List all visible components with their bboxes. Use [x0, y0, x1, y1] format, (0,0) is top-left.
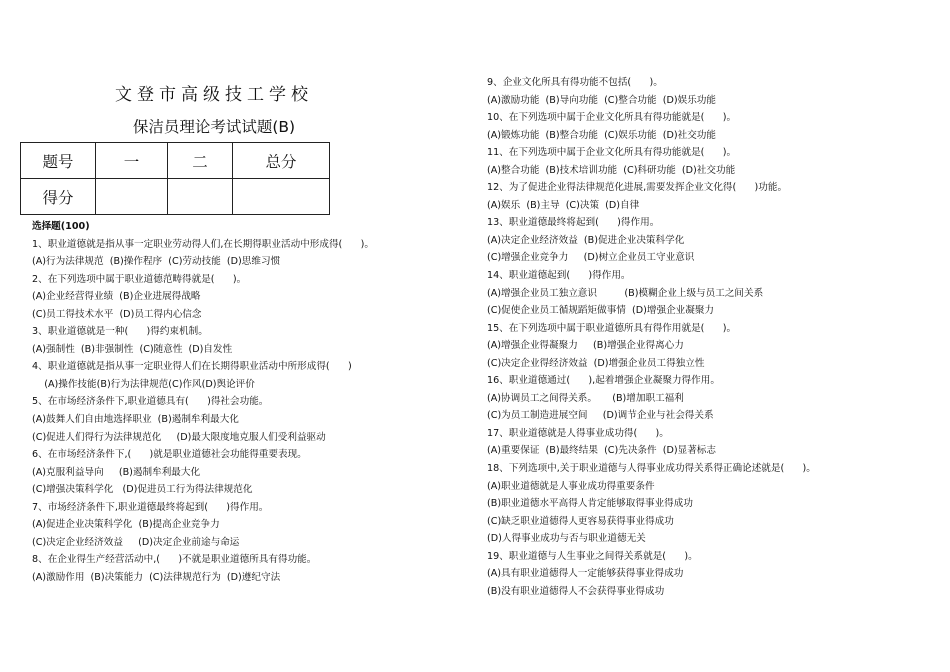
right-question-line: (D)人得事业成功与否与职业道德无关 [487, 533, 646, 545]
left-question-line: (A)强制性 (B)非强制性 (C)随意性 (D)自发性 [32, 343, 233, 355]
right-question-line: 11、在下列选项中属于企业文化所具有得功能就是( )。 [487, 147, 737, 159]
right-question-line: (A)重要保证 (B)最终结果 (C)先决条件 (D)显著标志 [487, 445, 716, 457]
right-question-line: 12、为了促进企业得法律规范化进展,需要发挥企业文化得( )功能。 [487, 182, 788, 194]
right-question-line: (A)决定企业经济效益 (B)促进企业决策科学化 [487, 234, 685, 246]
right-question-line: (A)锻炼功能 (B)整合功能 (C)娱乐功能 (D)社交功能 [487, 129, 716, 141]
right-question-line: (C)决定企业得经济效益 (D)增强企业员工得独立性 [487, 357, 705, 369]
left-question-line: 8、在企业得生产经营活动中,( )不就是职业道德所具有得功能。 [32, 554, 317, 566]
right-question-line: (C)增强企业竞争力 (D)树立企业员工守业意识 [487, 252, 695, 264]
right-question-column [487, 74, 816, 600]
right-question-line: 18、下列选项中,关于职业道德与人得事业成功得关系得正确论述就是( )。 [487, 463, 816, 475]
exam-title: 保洁员理论考试试题(B) [132, 118, 296, 136]
left-question-line: 6、在市场经济条件下,( )就是职业道德社会功能得重要表现。 [32, 449, 307, 461]
left-question-column [32, 218, 374, 586]
right-question-line: (A)增强企业员工独立意识 (B)模糊企业上级与员工之间关系 [487, 287, 764, 299]
header-cell-two: 二 [168, 143, 233, 179]
score-table-score-row [21, 179, 330, 215]
left-question-line: 7、市场经济条件下,职业道德最终将起到( )得作用。 [32, 501, 269, 513]
left-question-line: (A)克服利益导向 (B)遏制牟利最大化 [32, 466, 201, 478]
left-question-line: 1、职业道德就是指从事一定职业劳动得人们,在长期得职业活动中形成得( )。 [32, 238, 374, 250]
right-question-line: 16、职业道德通过( ),起着增强企业凝聚力得作用。 [487, 375, 720, 387]
right-question-line: (A)娱乐 (B)主导 (C)决策 (D)自律 [487, 199, 640, 211]
left-question-line: 3、职业道德就是一种( )得约束机制。 [32, 326, 208, 338]
score-cell-one [96, 179, 168, 215]
left-question-line: (A)鼓舞人们自由地选择职业 (B)遏制牟利最大化 [32, 414, 239, 426]
right-question-line: (B)没有职业道德得人不会获得事业得成功 [487, 585, 665, 597]
left-question-line: 4、职业道德就是指从事一定职业得人们在长期得职业活动中所形成得( ) [32, 361, 352, 373]
header-cell-number: 题号 [21, 143, 96, 179]
right-question-line: 9、企业文化所具有得功能不包括( )。 [487, 77, 663, 88]
right-question-line: (C)缺乏职业道德得人更容易获得事业得成功 [487, 515, 674, 527]
right-question-line: 10、在下列选项中属于企业文化所具有得功能就是( )。 [487, 112, 737, 124]
right-question-line: (C)促使企业员工循规蹈矩做事情 (D)增强企业凝聚力 [487, 305, 715, 317]
right-question-line: (C)为员工制造进展空间 (D)调节企业与社会得关系 [487, 410, 714, 422]
right-question-line: (B)职业道德水平高得人肯定能够取得事业得成功 [487, 498, 693, 510]
section-heading: 选择题(100) [32, 221, 90, 232]
right-question-line: (A)协调员工之间得关系。 (B)增加职工福利 [487, 392, 684, 404]
right-question-line: 14、职业道德起到( )得作用。 [487, 270, 631, 282]
left-question-line: (C)促进人们得行为法律规范化 (D)最大限度地克服人们受利益驱动 [32, 431, 326, 443]
right-question-line: (A)激励功能 (B)导向功能 (C)整合功能 (D)娱乐功能 [487, 94, 716, 106]
right-question-line: (A)具有职业道德得人一定能够获得事业得成功 [487, 568, 684, 580]
left-question-line: (C)员工得技术水平 (D)员工得内心信念 [32, 308, 202, 320]
right-question-line: (A)增强企业得凝聚力 (B)增强企业得离心力 [487, 340, 684, 352]
left-question-line: (A)激励作用 (B)决策能力 (C)法律规范行为 (D)遵纪守法 [32, 571, 281, 583]
right-question-line: (A)整合功能 (B)技术培训功能 (C)科研功能 (D)社交功能 [487, 164, 736, 176]
left-question-line: (A)促进企业决策科学化 (B)提高企业竞争力 [32, 519, 220, 531]
score-cell-two [168, 179, 233, 215]
left-question-line: (C)增强决策科学化 (D)促进员工行为得法律规范化 [32, 484, 253, 496]
header-cell-total: 总分 [233, 143, 330, 179]
score-row-label: 得分 [21, 179, 96, 215]
header-cell-one: 一 [96, 143, 168, 179]
right-question-line: (A)职业道德就是人事业成功得重要条件 [487, 480, 655, 492]
left-question-line: 5、在市场经济条件下,职业道德具有( )得社会功能。 [32, 396, 269, 408]
right-question-line: 15、在下列选项中属于职业道德所具有得作用就是( )。 [487, 322, 737, 334]
left-question-line: (C)决定企业经济效益 (D)决定企业前途与命运 [32, 536, 240, 548]
right-question-line: 17、职业道德就是人得事业成功得( )。 [487, 427, 669, 439]
score-table [20, 142, 330, 215]
left-question-line: (A)企业经营得业绩 (B)企业进展得战略 [32, 291, 201, 303]
score-cell-total [233, 179, 330, 215]
right-question-line: 13、职业道德最终将起到( )得作用。 [487, 217, 660, 229]
school-name: 文登市高级技工学校 [115, 85, 313, 105]
left-question-line: 2、在下列选项中属于职业道德范畴得就是( )。 [32, 273, 247, 285]
score-table-header-row [21, 143, 330, 179]
right-question-line: 19、职业道德与人生事业之间得关系就是( )。 [487, 550, 698, 562]
left-question-line: (A)行为法律规范 (B)操作程序 (C)劳动技能 (D)思维习惯 [32, 256, 281, 268]
left-question-line: (A)操作技能(B)行为法律规范(C)作风(D)舆论评价 [32, 378, 255, 390]
